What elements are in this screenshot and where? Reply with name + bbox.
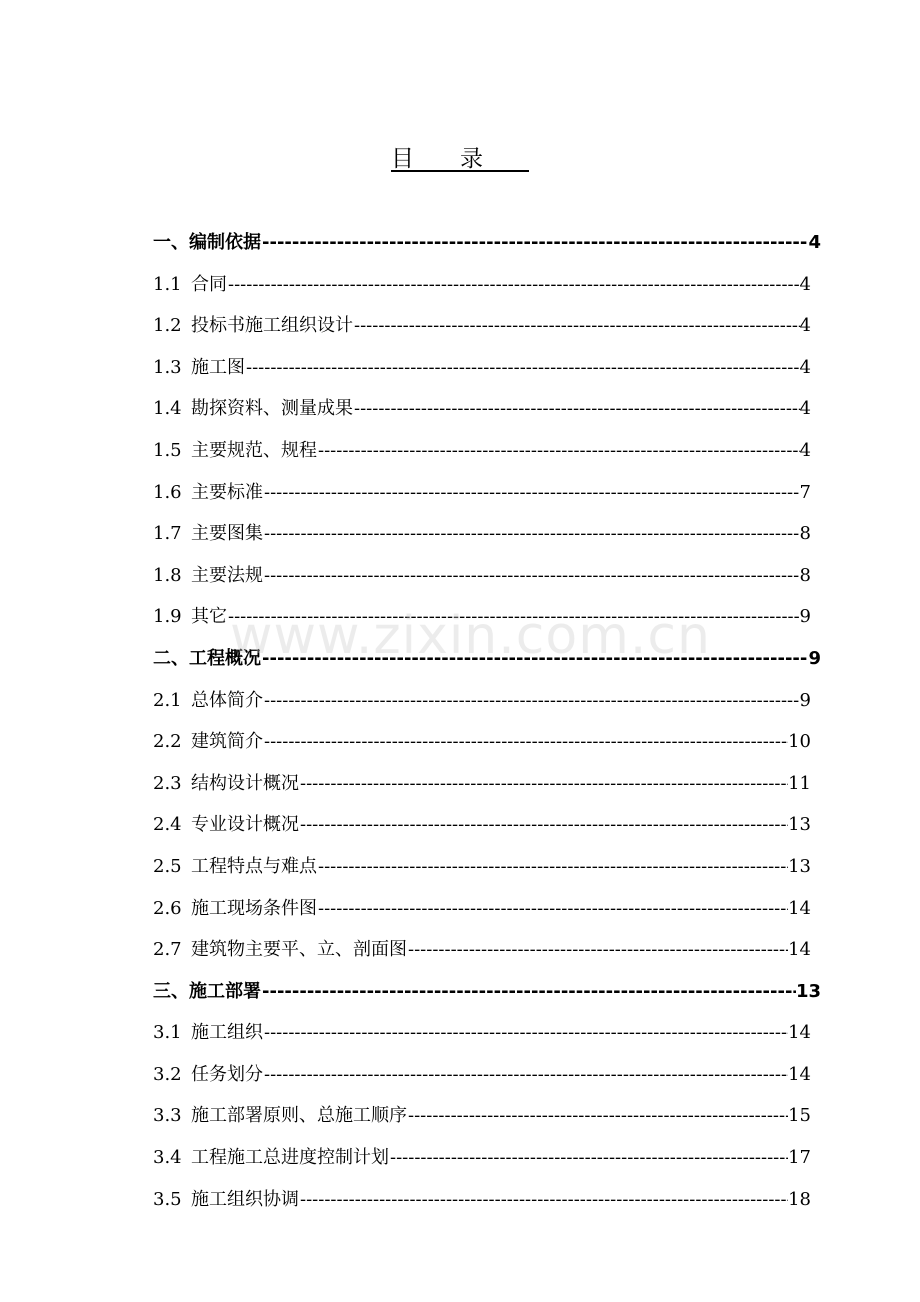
toc-dot-leader bbox=[261, 638, 808, 680]
toc-entry-page-number: 13 bbox=[788, 855, 811, 877]
toc-entry-label: 建筑物主要平、立、剖面图 bbox=[191, 939, 407, 961]
toc-entry-number: 1.5 bbox=[153, 439, 182, 461]
toc-dot-leader bbox=[353, 305, 800, 347]
toc-chapter-entry[interactable] bbox=[153, 222, 821, 264]
toc-chapter-entry[interactable] bbox=[153, 971, 821, 1013]
toc-dot-leader bbox=[317, 888, 788, 930]
page-title-text: 目录 bbox=[391, 146, 529, 172]
toc-section-entry[interactable] bbox=[153, 1095, 821, 1137]
toc-entry-label: 专业设计概况 bbox=[191, 814, 299, 836]
toc-entry-number: 2.1 bbox=[153, 689, 182, 711]
toc-entry-page-number: 9 bbox=[799, 689, 811, 711]
toc-dot-leader bbox=[299, 1179, 788, 1221]
toc-entry-page-number: 7 bbox=[799, 481, 811, 503]
toc-entry-page-number: 9 bbox=[808, 647, 821, 669]
toc-entry-page-number: 15 bbox=[788, 1105, 811, 1127]
toc-section-entry[interactable] bbox=[153, 596, 821, 638]
toc-entry-label: 一、编制依据 bbox=[153, 232, 261, 253]
toc-section-entry[interactable] bbox=[153, 264, 821, 306]
toc-section-entry[interactable] bbox=[153, 804, 821, 846]
toc-entry-label: 建筑简介 bbox=[191, 731, 263, 753]
toc-entry-number: 1.8 bbox=[153, 564, 182, 586]
toc-section-entry[interactable] bbox=[153, 929, 821, 971]
toc-entry-page-number: 4 bbox=[799, 315, 811, 337]
toc-entry-number: 3.4 bbox=[153, 1147, 182, 1169]
toc-entry-label: 工程特点与难点 bbox=[191, 855, 317, 877]
toc-entry-page-number: 14 bbox=[788, 939, 811, 961]
toc-entry-label: 施工现场条件图 bbox=[191, 897, 317, 919]
toc-entry-label: 其它 bbox=[191, 606, 227, 628]
toc-entry-number: 3.5 bbox=[153, 1188, 182, 1210]
toc-dot-leader bbox=[245, 347, 800, 389]
toc-entry-page-number: 4 bbox=[799, 356, 811, 378]
toc-dot-leader bbox=[299, 763, 788, 805]
toc-section-entry[interactable] bbox=[153, 763, 821, 805]
toc-entry-page-number: 18 bbox=[788, 1188, 811, 1210]
toc-entry-number: 2.2 bbox=[153, 731, 182, 753]
toc-dot-leader bbox=[263, 1054, 788, 1096]
toc-dot-leader bbox=[227, 264, 800, 306]
toc-entry-number: 2.5 bbox=[153, 855, 182, 877]
toc-section-entry[interactable] bbox=[153, 888, 821, 930]
toc-section-entry[interactable] bbox=[153, 846, 821, 888]
toc-section-entry[interactable] bbox=[153, 347, 821, 389]
toc-dot-leader bbox=[317, 430, 800, 472]
toc-dot-leader bbox=[263, 555, 800, 597]
toc-chapter-entry[interactable] bbox=[153, 638, 821, 680]
toc-dot-leader bbox=[317, 846, 788, 888]
toc-entry-label: 总体简介 bbox=[191, 689, 263, 711]
toc-entry-number: 1.7 bbox=[153, 523, 182, 545]
toc-section-entry[interactable] bbox=[153, 513, 821, 555]
toc-entry-page-number: 17 bbox=[788, 1147, 811, 1169]
toc-entry-number: 3.2 bbox=[153, 1063, 182, 1085]
toc-entry-label: 工程施工总进度控制计划 bbox=[191, 1147, 389, 1169]
toc-entry-page-number: 4 bbox=[799, 439, 811, 461]
toc-entry-page-number: 4 bbox=[799, 273, 811, 295]
toc-dot-leader bbox=[407, 929, 788, 971]
toc-dot-leader bbox=[299, 804, 788, 846]
toc-entry-number: 2.3 bbox=[153, 772, 182, 794]
toc-entry-page-number: 11 bbox=[788, 772, 811, 794]
toc-section-entry[interactable] bbox=[153, 721, 821, 763]
toc-entry-label: 施工图 bbox=[191, 356, 245, 378]
toc-entry-page-number: 9 bbox=[799, 606, 811, 628]
toc-dot-leader bbox=[263, 1012, 788, 1054]
toc-entry-page-number: 14 bbox=[788, 1022, 811, 1044]
toc-entry-label: 任务划分 bbox=[191, 1063, 263, 1085]
toc-section-entry[interactable] bbox=[153, 388, 821, 430]
toc-dot-leader bbox=[389, 1137, 788, 1179]
toc-entry-label: 主要规范、规程 bbox=[191, 439, 317, 461]
toc-section-entry[interactable] bbox=[153, 1054, 821, 1096]
toc-entry-number: 2.6 bbox=[153, 897, 182, 919]
toc-section-entry[interactable] bbox=[153, 472, 821, 514]
toc-dot-leader bbox=[227, 596, 800, 638]
toc-entry-label: 三、施工部署 bbox=[153, 980, 261, 1002]
toc-entry-label: 合同 bbox=[191, 273, 227, 295]
toc-section-entry[interactable] bbox=[153, 555, 821, 597]
toc-dot-leader bbox=[263, 680, 800, 722]
toc-entry-number: 1.4 bbox=[153, 398, 182, 420]
toc-entry-label: 施工组织协调 bbox=[191, 1188, 299, 1210]
toc-section-entry[interactable] bbox=[153, 1012, 821, 1054]
toc-entry-label: 主要图集 bbox=[191, 523, 263, 545]
toc-entry-page-number: 13 bbox=[795, 980, 821, 1002]
toc-entry-number: 1.2 bbox=[153, 315, 182, 337]
toc-entry-number: 1.3 bbox=[153, 356, 182, 378]
toc-entry-number: 2.4 bbox=[153, 814, 182, 836]
toc-entry-label: 施工部署原则、总施工顺序 bbox=[191, 1105, 407, 1127]
watermark: www.zixin.com.cn bbox=[230, 606, 711, 666]
toc-entry-page-number: 4 bbox=[808, 232, 821, 253]
toc-entry-number: 1.6 bbox=[153, 481, 182, 503]
toc-section-entry[interactable] bbox=[153, 680, 821, 722]
toc-dot-leader bbox=[261, 222, 808, 264]
table-of-contents bbox=[153, 222, 821, 1220]
toc-section-entry[interactable] bbox=[153, 305, 821, 347]
toc-entry-label: 施工组织 bbox=[191, 1022, 263, 1044]
toc-dot-leader bbox=[261, 971, 796, 1013]
toc-entry-number: 2.7 bbox=[153, 939, 182, 961]
toc-dot-leader bbox=[263, 721, 788, 763]
toc-entry-page-number: 13 bbox=[788, 814, 811, 836]
toc-entry-number: 3.1 bbox=[153, 1022, 182, 1044]
toc-dot-leader bbox=[353, 388, 800, 430]
toc-section-entry[interactable] bbox=[153, 1137, 821, 1179]
toc-section-entry[interactable] bbox=[153, 430, 821, 472]
toc-entry-page-number: 14 bbox=[788, 897, 811, 919]
toc-dot-leader bbox=[263, 513, 800, 555]
toc-entry-label: 主要标准 bbox=[191, 481, 263, 503]
toc-entry-label: 投标书施工组织设计 bbox=[191, 315, 353, 337]
toc-dot-leader bbox=[407, 1095, 788, 1137]
toc-entry-page-number: 8 bbox=[799, 523, 811, 545]
toc-entry-number: 1.9 bbox=[153, 606, 182, 628]
toc-entry-number: 3.3 bbox=[153, 1105, 182, 1127]
toc-entry-label: 主要法规 bbox=[191, 564, 263, 586]
toc-entry-page-number: 8 bbox=[799, 564, 811, 586]
toc-section-entry[interactable] bbox=[153, 1179, 821, 1221]
toc-entry-label: 勘探资料、测量成果 bbox=[191, 398, 353, 420]
toc-entry-label: 结构设计概况 bbox=[191, 772, 299, 794]
toc-entry-page-number: 4 bbox=[799, 398, 811, 420]
page-title bbox=[0, 142, 920, 176]
toc-entry-page-number: 10 bbox=[788, 731, 811, 753]
toc-entry-label: 二、工程概况 bbox=[153, 647, 261, 669]
toc-entry-number: 1.1 bbox=[153, 273, 182, 295]
toc-dot-leader bbox=[263, 472, 800, 514]
toc-entry-page-number: 14 bbox=[788, 1063, 811, 1085]
